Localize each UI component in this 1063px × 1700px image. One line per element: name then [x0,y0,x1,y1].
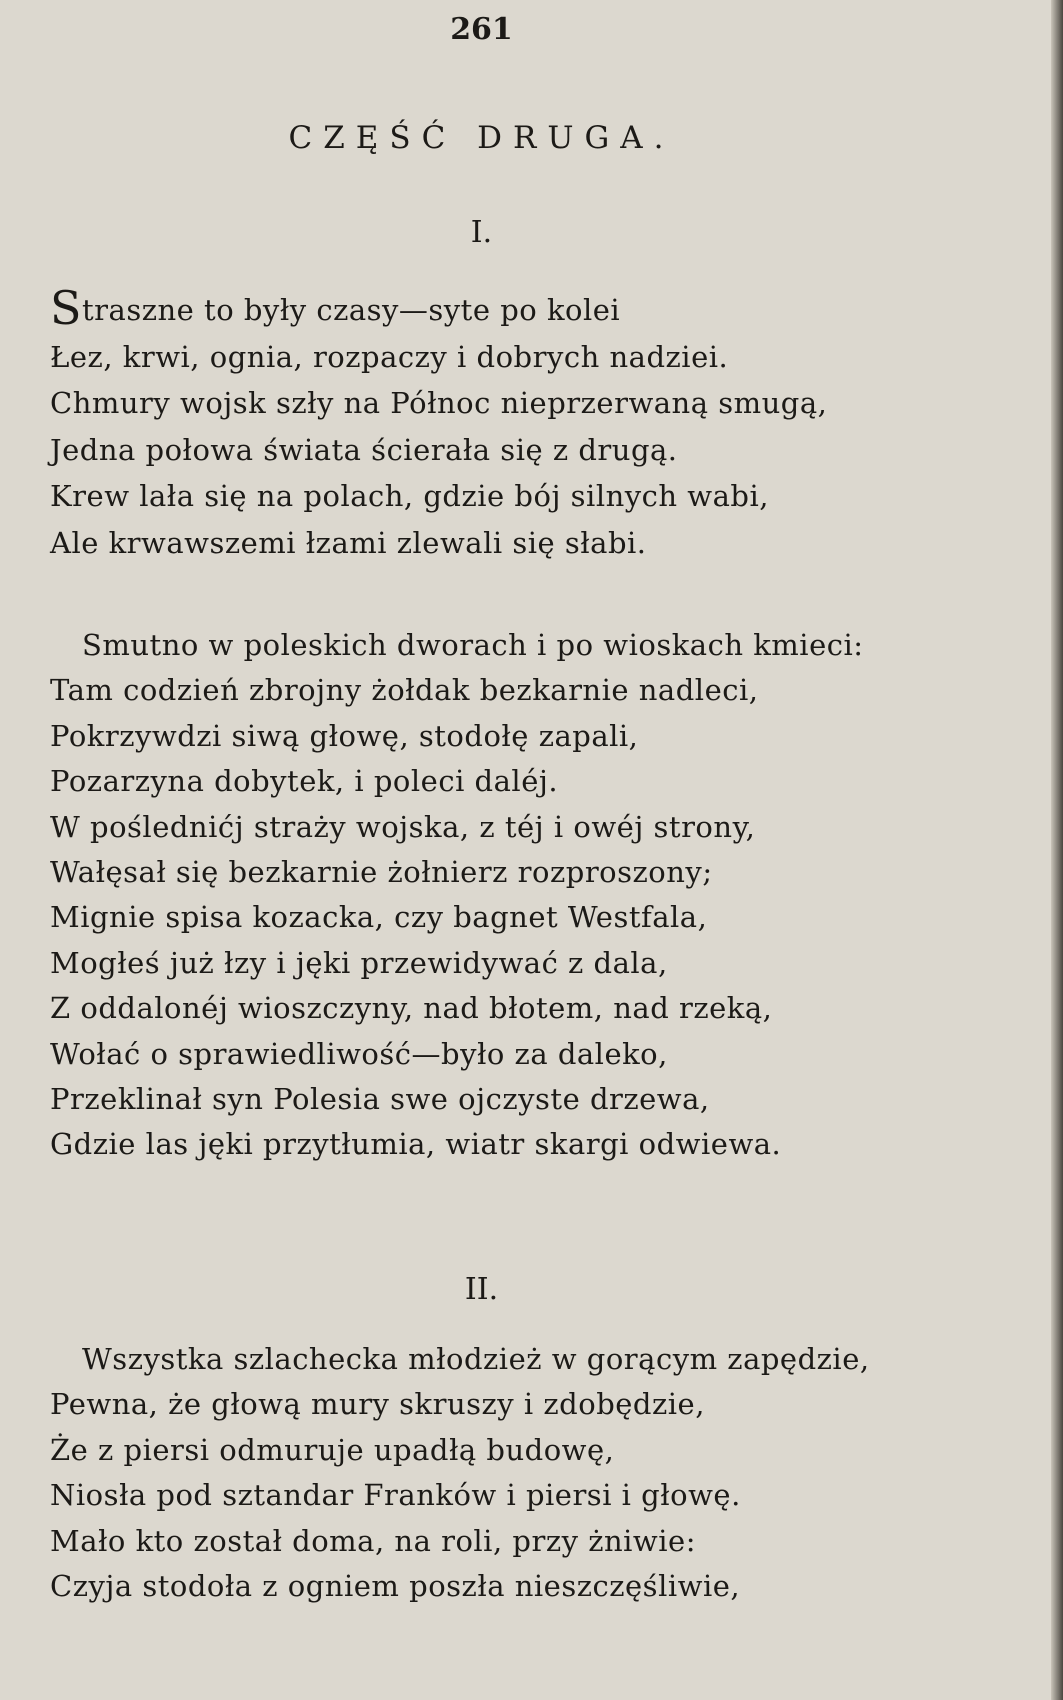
drop-cap: S [50,281,83,335]
verse-line-text: traszne to były czasy—syte po kolei [82,293,621,327]
verse-line: Czyja stodoła z ogniem poszła nieszczęśliwie, [50,1568,741,1603]
stanza [50,281,950,566]
verse-line: Pokrzywdzi siwą głowę, stodołę zapali, [50,718,639,753]
verse-line: Smutno w poleskich dworach i po wioskach kmieci: [82,628,864,662]
verse-line: Wałęsał się bezkarnie żołnierz rozproszony; [50,854,713,889]
verse-line: Ale krwawszemi łzami zlewali się słabi. [50,525,647,560]
page-number: 261 [450,12,513,47]
section-heading-1: I. [470,215,493,250]
verse-line: Wszystka szlachecka młodzież w gorącym zapędzie, [82,1342,870,1376]
verse-line: Chmury wojsk szły na Północ nieprzerwaną smugą, [50,386,828,420]
verse-line: Pozarzyna dobytek, i poleci daléj. [50,764,559,799]
verse-line: Przeklinał syn Polesia swe ojczyste drzewa, [50,1081,710,1116]
verse-line: Krew lała się na polach, gdzie bój silnych wabi, [50,479,769,513]
verse-line: Łez, krwi, ognia, rozpaczy i dobrych nadziei. [50,339,729,374]
verse-line: Jedna połowa świata ścierała się z drugą. [50,432,678,467]
verse-line [50,281,950,335]
verse-line: W poślednićj straży wojska, z téj i owéj strony, [50,809,756,844]
verse-line: Gdzie las jęki przytłumia, wiatr skargi odwiewa. [50,1127,782,1162]
verse-line: Pewna, że głową mury skruszy i zdobędzie, [50,1387,705,1422]
verse-line: Z oddalonéj wioszczyny, nad błotem, nad rzeką, [50,991,773,1026]
verse-line: Mogłeś już łzy i jęki przewidywać z dala, [50,945,668,980]
verse-line: Tam codzień zbrojny żołdak bezkarnie nadleci, [50,673,759,708]
verse-line: Mignie spisa kozacka, czy bagnet Westfala, [50,900,708,935]
part-title: CZĘŚĆ DRUGA. [288,120,675,156]
section-heading-2: II. [464,1272,499,1307]
page-gutter-shadow [1051,0,1063,1700]
stanza [50,623,950,1168]
verse-line: Że z piersi odmuruje upadłą budowę, [50,1432,615,1467]
verse-line: Niosła pod sztandar Franków i piersi i głowę. [50,1478,741,1513]
verse-line: Mało kto został doma, na roli, przy żniwie: [50,1523,696,1558]
verse-line: Wołać o sprawiedliwość—było za daleko, [50,1036,668,1071]
stanza [50,1337,950,1609]
